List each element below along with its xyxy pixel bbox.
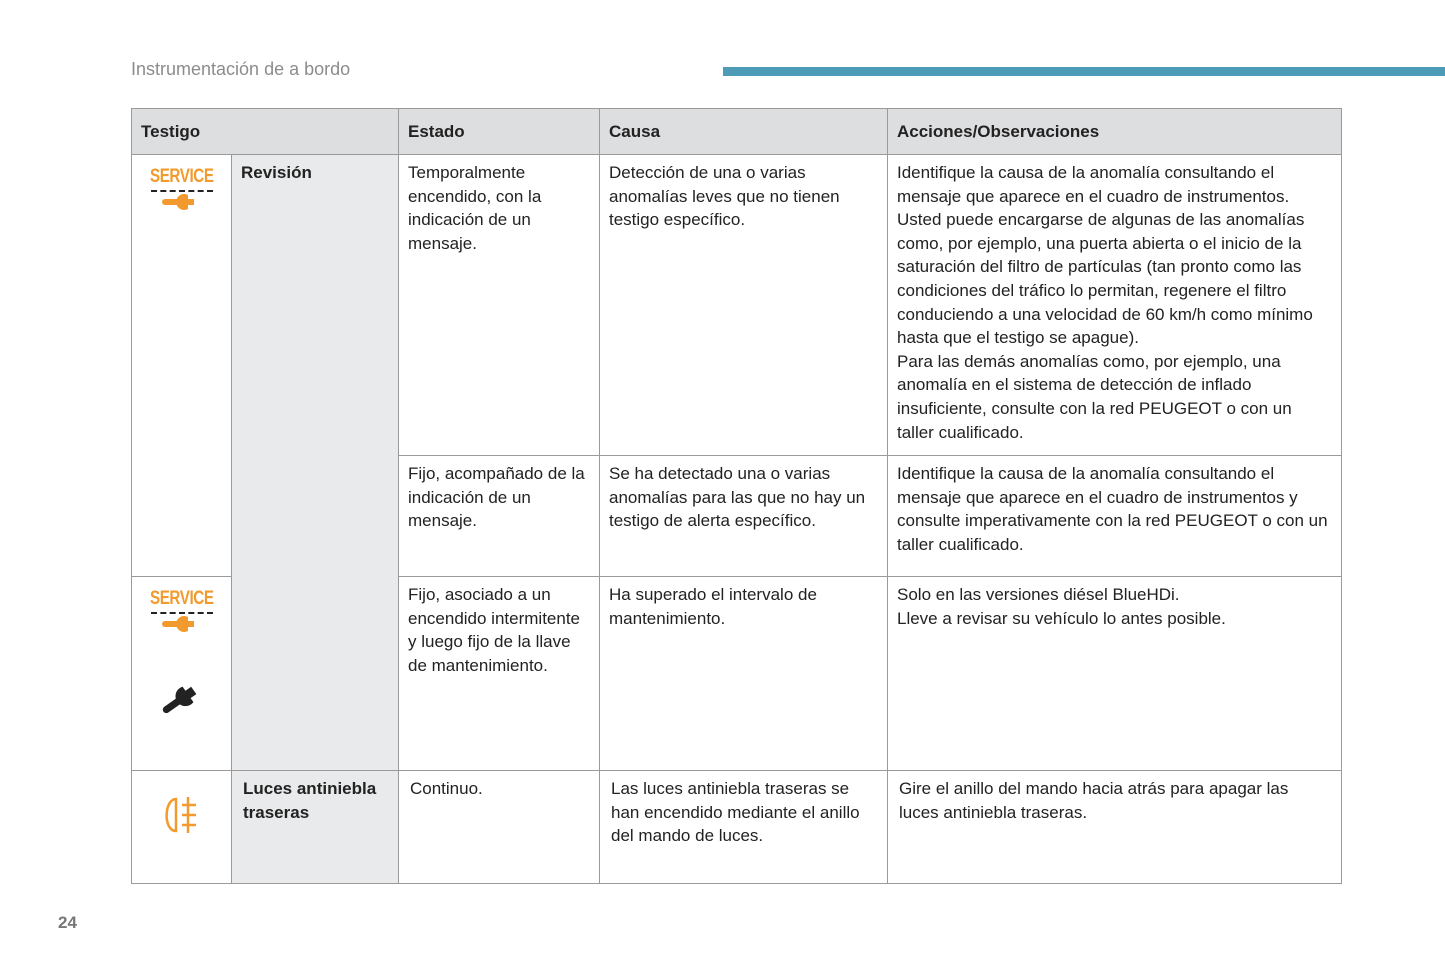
col-header-estado: Estado bbox=[398, 108, 600, 155]
estado-cell: Temporalmente encendido, con la indicación de un mensaje. bbox=[398, 154, 600, 456]
service-icon-cell bbox=[131, 154, 232, 577]
testigo-fog-lights: Luces antiniebla traseras bbox=[231, 770, 399, 884]
causa-cell: Ha superado el intervalo de mantenimiento. bbox=[599, 576, 888, 771]
causa-cell: Las luces antiniebla traseras se han encendido mediante el anillo del mando de luces. bbox=[599, 770, 888, 884]
wrench-icon bbox=[160, 192, 204, 212]
section-accent-bar bbox=[723, 67, 1445, 76]
acciones-cell: Identifique la causa de la anomalía consultando el mensaje que aparece en el cuadro de instrumentos. Usted puede encargarse de algunas de las anomalías como, por ejemplo, una puerta abierta o el inicio de la saturación del filtro de partículas (tan pronto como las condiciones del tráfico lo permitan, regenere el filtro conduciendo a una velocidad de 60 km/h como mínimo hasta que el testigo se apague). Para las demás anomalías como, por ejemplo, una anomalía en el sistema de detección de inflado insuficiente, consulte con la red PEUGEOT o con un taller cualificado. bbox=[887, 154, 1342, 456]
page-number: 24 bbox=[58, 913, 77, 932]
causa-cell: Detección de una o varias anomalías leves que no tienen testigo específico. bbox=[599, 154, 888, 456]
testigo-revision: Revisión bbox=[231, 154, 399, 771]
section-title: Instrumentación de a bordo bbox=[131, 59, 351, 79]
causa-cell: Se ha detectado una o varias anomalías para las que no hay un testigo de alerta específico. bbox=[599, 455, 888, 577]
acciones-cell: Gire el anillo del mando hacia atrás para apagar las luces antiniebla traseras. bbox=[887, 770, 1342, 884]
estado-cell: Continuo. bbox=[398, 770, 600, 884]
col-header-causa: Causa bbox=[599, 108, 888, 155]
estado-cell: Fijo, acompañado de la indicación de un mensaje. bbox=[398, 455, 600, 577]
col-header-acciones: Acciones/Observaciones bbox=[887, 108, 1342, 155]
service-label: SERVICE bbox=[149, 166, 214, 187]
acciones-cell: Solo en las versiones diésel BlueHDi. Lleve a revisar su vehículo lo antes posible. bbox=[887, 576, 1342, 771]
rear-fog-light-icon bbox=[160, 795, 204, 835]
estado-cell: Fijo, asociado a un encendido intermitente y luego fijo de la llave de mantenimiento. bbox=[398, 576, 600, 771]
service-icon-cell-2 bbox=[131, 576, 232, 771]
wrench-icon bbox=[160, 614, 204, 634]
acciones-cell: Identifique la causa de la anomalía consultando el mensaje que aparece en el cuadro de instrumentos y consulte imperativamente con la red PEUGEOT o con un taller cualificado. bbox=[887, 455, 1342, 577]
col-header-testigo: Testigo bbox=[131, 108, 399, 155]
service-label: SERVICE bbox=[149, 588, 214, 609]
maintenance-wrench-icon bbox=[157, 676, 207, 720]
fog-light-icon-cell bbox=[131, 770, 232, 884]
